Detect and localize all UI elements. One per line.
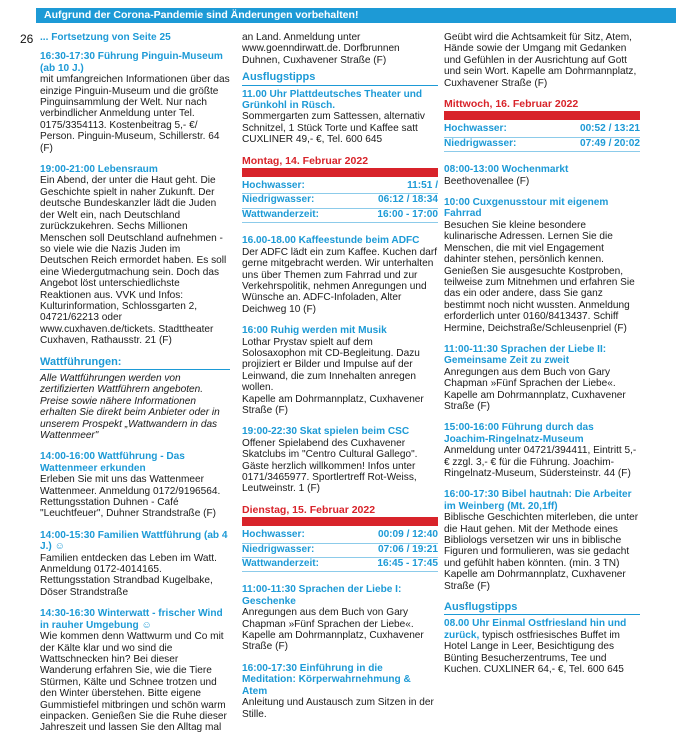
event-title: 16:00-17:30 Einführung in die Meditation: Körperwahrnehmung & Atem: [242, 662, 411, 697]
event-body: Anmeldung unter 04721/394411, Eintritt 5,- € zzgl. 3,- € für die Führung. Joachim-Ringelnatz-Museum, Südersteinstr. 44 (F): [444, 445, 637, 479]
corona-banner: Aufgrund der Corona-Pandemie sind Änderungen vorbehalten!: [36, 8, 676, 23]
day-heading-tuesday: Dienstag, 15. Februar 2022: [242, 503, 376, 516]
tide-value: 06:12 / 18:34: [352, 194, 438, 208]
tide-value: 00:52 / 13:21: [551, 123, 640, 137]
tide-value: 11:51 /: [352, 180, 438, 194]
tide-label: Niedrigwasser:: [444, 137, 551, 151]
tip-text: [444, 618, 640, 675]
event-title: 11:00-11:30 Sprachen der Liebe II: Gemeinsame Zeit zu zweit: [444, 343, 607, 367]
continued-text: an Land. Anmeldung unter www.goenndirwatt.de. Dorfbrunnen Duhnen, Cuxhavener Straße (F): [242, 32, 400, 66]
continuation-note: ... Fortsetzung von Seite 25: [40, 32, 171, 43]
event-pinguin-museum: [40, 51, 230, 154]
event-title: 19:00-22:30 Skat spielen beim CSC: [242, 426, 410, 438]
event-adfc: [242, 235, 438, 315]
tip-plattdeutsches-theater: [242, 89, 438, 146]
tide-value: 16:00 - 17:00: [352, 208, 438, 222]
day-divider: [242, 517, 438, 526]
column-2: [242, 32, 438, 730]
tide-table-tuesday: [242, 529, 438, 572]
event-meditation: [242, 663, 438, 720]
event-body: Familien entdecken das Leben im Watt. Anmeldung 0172-4014165. Rettungsstation Strandbad Kugelbake, Döser Strandstraße: [40, 552, 217, 598]
tide-value: 07:49 / 20:02: [551, 137, 640, 151]
event-sprachen-liebe-1: [242, 584, 438, 652]
event-title: 16:30-17:30 Führung Pinguin-Museum (ab 10 J.): [40, 51, 223, 74]
event-title: 11:00-11:30 Sprachen der Liebe I: Geschenke: [242, 584, 402, 607]
event-body: Anregungen aus dem Buch von Gary Chapman »Fünf Sprachen der Liebe«.: [444, 366, 616, 390]
tide-label: Hochwasser:: [242, 529, 352, 543]
continued-text: Geübt wird die Achtsamkeit für Sitz, Atem, Hände sowie der Umgang mit Gedanken und Gefühlen in der Ausrichtung auf Gott und sein Wort. Kapelle am Dohrmannplatz, Cuxhavener Straße (F): [444, 32, 637, 89]
day-divider: [242, 168, 438, 177]
event-body: Erleben Sie mit uns das Wattenmeer Wattenmeer. Anmeldung 0172/9196564. Rettungsstation Duhnen - Café "Leuchtfeuer", Duhner Strandstraße (F): [40, 474, 221, 520]
day-heading-monday: Montag, 14. Februar 2022: [242, 154, 369, 167]
tip-body: Sommergarten zum Sattessen, alternativ Schnitzel, 1 Stück Torte und Kaffee satt CUXLINER 49,- €, Tel. 600 645: [242, 111, 425, 146]
event-location: Kapelle am Dohrmannplatz, Cuxhavener Straße (F): [242, 393, 424, 416]
event-wochenmarkt: [444, 164, 640, 187]
event-body: Biblische Geschichten miterleben, die unter die Haut gehen. Mit der Methode eines Bibliologs versetzen wir uns in biblische Figuren und formulieren, was sie gedacht und gefühlt haben könnten. (min. 3 TN): [444, 512, 639, 569]
event-body: Offener Spielabend des Cuxhavener Skatclubs im "Centro Cultural Gallego". Gäste herzlich willkommen! Infos unter 0171/3465977. Sportlertreff Rot-Weiss, Leutweinstr. 1 (F): [242, 437, 418, 495]
event-title: 16.00-18.00 Kaffeestunde beim ADFC: [242, 235, 420, 247]
event-wattfuehrung: [40, 451, 230, 519]
section-note: Alle Wattführungen werden von zertifizierten Wattführern angeboten. Preise sowie nähere Informationen erhalten Sie direkt beim Anbieter oder in unserem Prospekt „Wattwandern in das Wattenmeer": [40, 372, 220, 441]
event-body: Anregungen aus dem Buch von Gary Chapman »Fünf Sprachen der Liebe«.: [242, 607, 414, 630]
event-body: mit umfangreichen Informationen über das einzige Pinguin-Museum und die größte Pinguinsammlung der Welt. Nur nach verbindlicher Anmeldung unter Tel. 0175/3354113. Kostenbeitrag 5,- €/ Person. Pinguin-Museum, Schillerstr. 64 (F): [40, 74, 230, 154]
tide-value: 16:45 - 17:45: [352, 558, 438, 572]
event-bibel-hautnah: [444, 489, 640, 592]
tide-label: Hochwasser:: [242, 180, 352, 194]
day-divider: [444, 111, 640, 120]
page-number: 26: [20, 32, 34, 46]
tip-ostfriesland: [444, 618, 640, 675]
event-cuxgenusstour: [444, 197, 640, 334]
tide-label: Niedrigwasser:: [242, 543, 352, 557]
event-body: Ein Abend, der unter die Haut geht. Die Geschichte spielt in naher Zukunft. Der deutsche Bundeskanzler lädt die Juden der Welt ein, nach Deutschland zurückzukehren. Sechs Millionen Menschen soll Deutschland aufnehmen - so viele wie die Nazis Juden im Deutschen Reich ermordet haben. Es soll eine Wiedergutmachung sein. Doch das Angebot löst unterschiedlichste Reaktionen aus. VVK und Infos: Kulturinformation, Schlossgarten 2, 04721/62213 oder www.cuxhaven.de/tickets. Stadttheater Cuxhaven, Rathausstr. 21 (F): [40, 175, 227, 347]
tip-title: 11.00 Uhr Plattdeutsches Theater und Grünkohl in Rüsch.: [242, 88, 423, 112]
event-title: 08:00-13:00 Wochenmarkt: [444, 164, 569, 176]
event-body: Der ADFC lädt ein zum Kaffee. Kuchen darf gerne mitgebracht werden. Wir unterhalten uns über Themen zum Fahrrad und zur Verkehrspolitik, nehmen Anregungen und Wünsche an. ADFC-Infoladen, Alter Deichweg 10 (F): [242, 246, 438, 315]
tide-label: Wattwanderzeit:: [242, 208, 352, 222]
column-1: [40, 32, 230, 744]
event-lebensraum: [40, 164, 230, 347]
column-3: [444, 32, 640, 686]
section-ausflugstipps: Ausflugstipps: [444, 602, 640, 615]
event-title: 16:00 Ruhig werden mit Musik: [242, 325, 387, 337]
event-skat: [242, 426, 438, 494]
tide-label: Hochwasser:: [444, 123, 551, 137]
event-location: Kapelle am Dohrmannplatz, Cuxhavener Straße (F): [444, 389, 626, 412]
event-title: 15:00-16:00 Führung durch das Joachim-Ringelnatz-Museum: [444, 422, 594, 445]
event-location: Kapelle am Dohrmannplatz, Cuxhavener Straße (F): [444, 569, 626, 592]
tide-label: Niedrigwasser:: [242, 194, 352, 208]
tide-label: Wattwanderzeit:: [242, 558, 352, 572]
tide-table-wednesday: [444, 123, 640, 152]
event-ringelnatz: [444, 422, 640, 479]
event-title: 19:00-21:00 Lebensraum: [40, 164, 158, 176]
event-location: Kapelle am Dohrmannplatz, Cuxhavener Straße (F): [242, 630, 424, 653]
event-body: Anleitung und Austausch zum Sitzen in der Stille.: [242, 697, 434, 720]
tide-value: 07:06 / 19:21: [352, 543, 438, 557]
event-winterwatt: [40, 608, 230, 733]
event-title: 14:00-15:30 Familien Wattführung (ab 4 J.) ☺: [40, 529, 228, 553]
event-familien-wattfuehrung: [40, 530, 230, 598]
tip-title: 08.00 Uhr Einmal Ostfriesland hin und zurück,: [444, 618, 627, 641]
tip-body: typisch ostfriesisches Buffet im Hotel Lange in Leer, Besichtigung des Bünting Besucherzentrums, Tee und Kuchen. CUXLINER 64,- €, Tel. 600 645: [444, 629, 624, 676]
event-ruhig-werden: [242, 325, 438, 416]
day-heading-wednesday: Mittwoch, 16. Februar 2022: [444, 98, 579, 111]
event-title: 14:00-16:00 Wattführung - Das Wattenmeer erkunden: [40, 451, 185, 474]
event-title: 10:00 Cuxgenusstour mit eigenem Fahrrad: [444, 197, 609, 220]
tide-value: 00:09 / 12:40: [352, 529, 438, 543]
event-body: Wie kommen denn Wattwurm und Co mit der Kälte klar und wo sind die Wattschnecken hin? Bei dieser Wanderung erfahren Sie, wie die Tiere Stürmen, Kälte und Schnee trotzen und den Winter überstehen. Bitte eigene Gummistiefel mitbringen und schön warm einpacken. Genießen Sie die Ruhe dieser Jahreszeit und lassen Sie den Alltag mal: [40, 631, 227, 734]
event-body: Besuchen Sie kleine besondere kulinarische Adressen. Lernen Sie die Menschen, die mit viel Engagement dahinter stehen, persönlich kennen. Genießen Sie ausgesuchte Kostproben, teilweise zum Mitnehmen und erfahren Sie das ein oder andere, dass Sie ganz bestimmt noch nicht wussten. Anmeldung erforderlich unter 0160/8413437. Schiff Hermine, Deichstraße/Schleusenpriel (F): [444, 219, 635, 334]
section-wattfuehrungen: Wattführungen:: [40, 357, 230, 370]
event-title: 16:00-17:30 Bibel hautnah: Die Arbeiter im Weinberg (Mt. 20,1ff): [444, 489, 632, 512]
section-ausflugstipps: Ausflugstipps: [242, 72, 438, 85]
tide-table-monday: [242, 180, 438, 223]
event-title: 14:30-16:30 Winterwatt - frischer Wind in rauher Umgebung ☺: [40, 608, 223, 631]
event-sprachen-liebe-2: [444, 344, 640, 412]
event-body: Beethovenallee (F): [444, 175, 530, 187]
event-body: Lothar Prystav spielt auf dem Solosaxophon mit CD-Begleitung. Dazu projiziert er Bilder und Impulse auf der Leinwand, die zum Innehalten anregen wollen.: [242, 336, 420, 394]
